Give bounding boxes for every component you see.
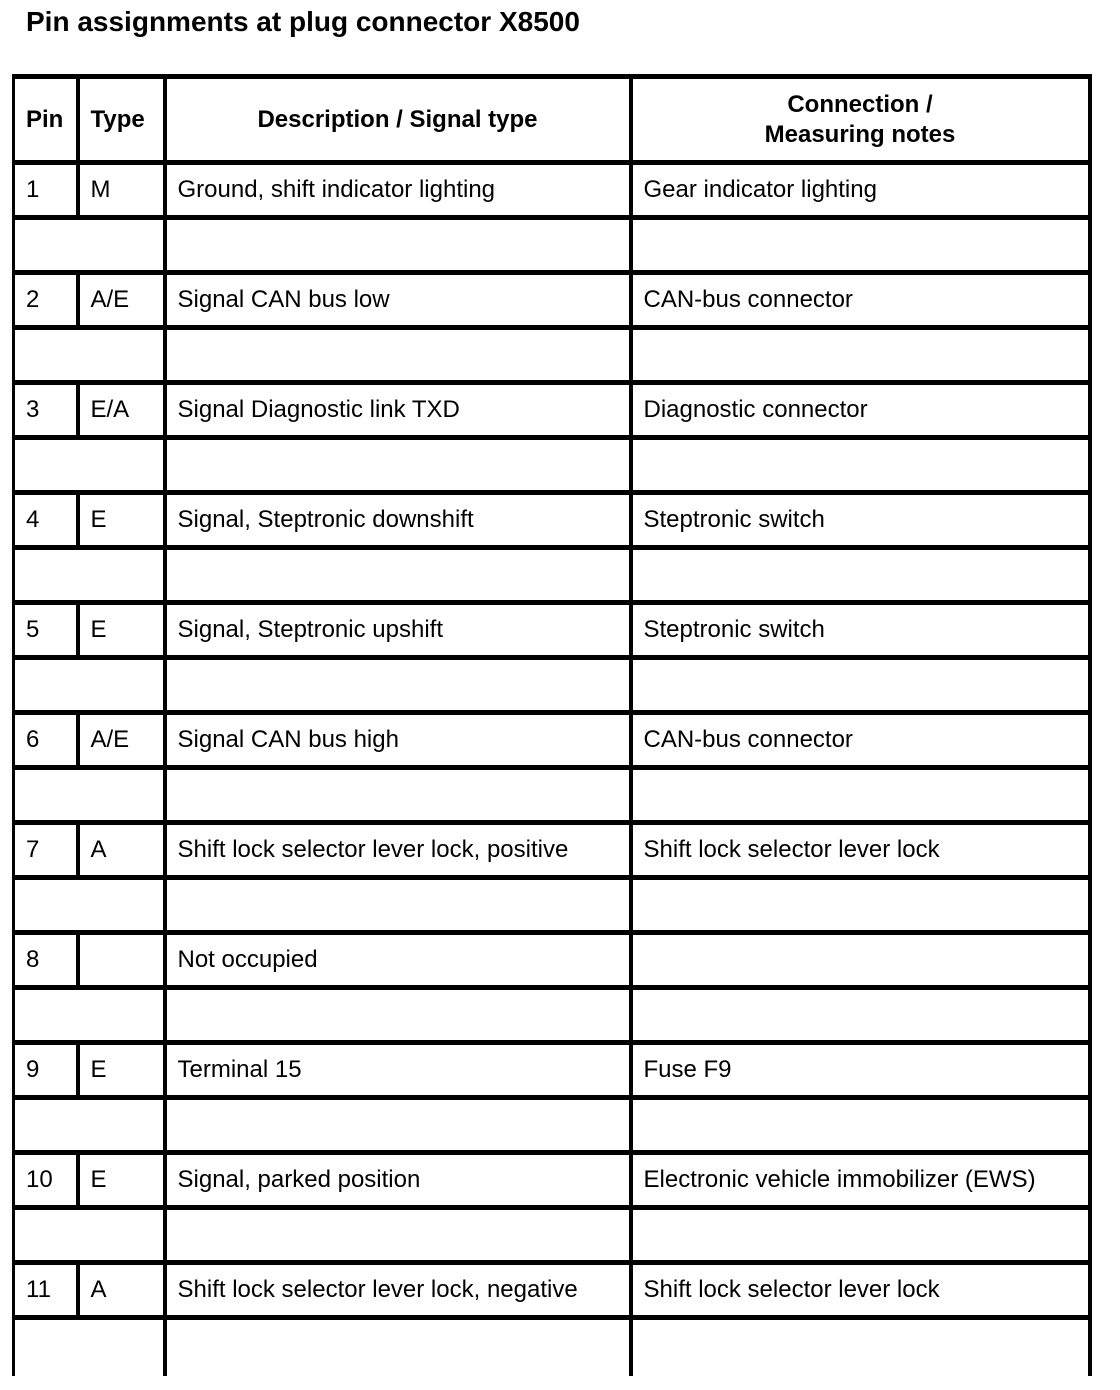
type-cell: E xyxy=(78,603,165,658)
table-header-row xyxy=(14,77,1090,163)
spacer-row xyxy=(14,548,1090,603)
description-cell: Signal, Steptronic downshift xyxy=(165,493,631,548)
header-type: Type xyxy=(78,77,165,163)
spacer-row xyxy=(14,438,1090,493)
connection-cell xyxy=(631,933,1090,988)
type-cell: M xyxy=(78,163,165,218)
table-row xyxy=(14,1043,1090,1098)
type-cell: E xyxy=(78,1043,165,1098)
spacer-cell xyxy=(14,218,165,273)
spacer-cell xyxy=(631,1098,1090,1153)
description-cell: Shift lock selector lever lock, negative xyxy=(165,1263,631,1318)
table-row xyxy=(14,273,1090,328)
connection-cell: Steptronic switch xyxy=(631,603,1090,658)
connection-cell: Diagnostic connector xyxy=(631,383,1090,438)
type-cell xyxy=(78,933,165,988)
pin-cell: 6 xyxy=(14,713,78,768)
connection-cell: Gear indicator lighting xyxy=(631,163,1090,218)
spacer-cell xyxy=(14,548,165,603)
type-cell: A xyxy=(78,823,165,878)
spacer-cell xyxy=(14,328,165,383)
header-connection xyxy=(631,77,1090,163)
spacer-cell xyxy=(165,768,631,823)
spacer-row xyxy=(14,328,1090,383)
pin-cell: 3 xyxy=(14,383,78,438)
pin-cell: 8 xyxy=(14,933,78,988)
header-connection-line2: Measuring notes xyxy=(764,120,956,148)
description-cell: Not occupied xyxy=(165,933,631,988)
spacer-cell xyxy=(631,658,1090,713)
spacer-cell xyxy=(165,328,631,383)
spacer-row xyxy=(14,658,1090,713)
table-row xyxy=(14,603,1090,658)
connection-cell: CAN-bus connector xyxy=(631,713,1090,768)
table-row xyxy=(14,383,1090,438)
connection-cell: Shift lock selector lever lock xyxy=(631,823,1090,878)
spacer-cell xyxy=(165,1318,631,1377)
spacer-row xyxy=(14,218,1090,273)
spacer-cell xyxy=(14,1318,165,1377)
type-cell: E/A xyxy=(78,383,165,438)
spacer-cell xyxy=(14,988,165,1043)
spacer-cell xyxy=(14,768,165,823)
spacer-cell xyxy=(14,658,165,713)
spacer-cell xyxy=(631,988,1090,1043)
header-connection-line1: Connection / xyxy=(787,90,933,118)
type-cell: E xyxy=(78,493,165,548)
pin-cell: 2 xyxy=(14,273,78,328)
description-cell: Signal, parked position xyxy=(165,1153,631,1208)
page-title: Pin assignments at plug connector X8500 xyxy=(26,6,580,37)
table-row xyxy=(14,823,1090,878)
spacer-row xyxy=(14,1098,1090,1153)
table-row xyxy=(14,1153,1090,1208)
header-pin: Pin xyxy=(14,77,78,163)
spacer-row xyxy=(14,768,1090,823)
pin-cell: 4 xyxy=(14,493,78,548)
description-cell: Signal, Steptronic upshift xyxy=(165,603,631,658)
spacer-cell xyxy=(165,878,631,933)
spacer-cell xyxy=(14,1098,165,1153)
spacer-row xyxy=(14,878,1090,933)
spacer-cell xyxy=(631,768,1090,823)
description-cell: Signal CAN bus high xyxy=(165,713,631,768)
spacer-cell xyxy=(14,878,165,933)
type-cell: A/E xyxy=(78,713,165,768)
spacer-cell xyxy=(165,1208,631,1263)
description-cell: Shift lock selector lever lock, positive xyxy=(165,823,631,878)
type-cell: A xyxy=(78,1263,165,1318)
header-description: Description / Signal type xyxy=(165,77,631,163)
table-row xyxy=(14,163,1090,218)
spacer-row xyxy=(14,988,1090,1043)
spacer-cell xyxy=(631,878,1090,933)
spacer-cell xyxy=(165,438,631,493)
pin-cell: 9 xyxy=(14,1043,78,1098)
table-row xyxy=(14,713,1090,768)
pin-cell: 7 xyxy=(14,823,78,878)
spacer-cell xyxy=(631,438,1090,493)
type-cell: E xyxy=(78,1153,165,1208)
spacer-cell xyxy=(631,1208,1090,1263)
spacer-cell xyxy=(165,218,631,273)
spacer-row xyxy=(14,1208,1090,1263)
table-row xyxy=(14,493,1090,548)
pin-assignment-table xyxy=(12,74,1092,1376)
spacer-row xyxy=(14,1318,1090,1377)
connection-cell: Shift lock selector lever lock xyxy=(631,1263,1090,1318)
pin-cell: 1 xyxy=(14,163,78,218)
spacer-cell xyxy=(631,218,1090,273)
spacer-cell xyxy=(165,1098,631,1153)
pin-cell: 10 xyxy=(14,1153,78,1208)
spacer-cell xyxy=(165,658,631,713)
description-cell: Terminal 15 xyxy=(165,1043,631,1098)
connection-cell: Electronic vehicle immobilizer (EWS) xyxy=(631,1153,1090,1208)
table-row xyxy=(14,1263,1090,1318)
connection-cell: Fuse F9 xyxy=(631,1043,1090,1098)
description-cell: Signal CAN bus low xyxy=(165,273,631,328)
spacer-cell xyxy=(631,328,1090,383)
spacer-cell xyxy=(14,1208,165,1263)
spacer-cell xyxy=(14,438,165,493)
spacer-cell xyxy=(165,988,631,1043)
table-row xyxy=(14,933,1090,988)
description-cell: Ground, shift indicator lighting xyxy=(165,163,631,218)
description-cell: Signal Diagnostic link TXD xyxy=(165,383,631,438)
spacer-cell xyxy=(631,1318,1090,1377)
pin-cell: 11 xyxy=(14,1263,78,1318)
spacer-cell xyxy=(631,548,1090,603)
pin-cell: 5 xyxy=(14,603,78,658)
spacer-cell xyxy=(165,548,631,603)
type-cell: A/E xyxy=(78,273,165,328)
connection-cell: Steptronic switch xyxy=(631,493,1090,548)
connection-cell: CAN-bus connector xyxy=(631,273,1090,328)
